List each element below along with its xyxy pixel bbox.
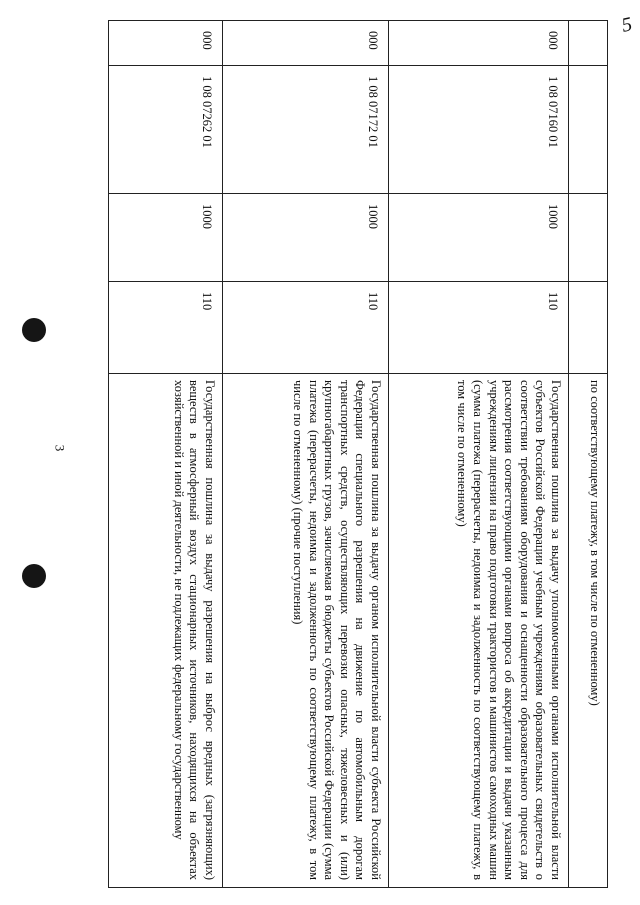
kbk-code: 1 08 07262 01 (200, 76, 214, 148)
punch-hole (22, 318, 46, 342)
cell-admin-code (223, 21, 388, 66)
admin-code: 000 (546, 31, 560, 50)
table-row (222, 21, 388, 887)
cell-kosgu (223, 282, 388, 374)
kosgu-code: 110 (366, 292, 380, 311)
cell-description (569, 374, 607, 887)
cell-description (109, 374, 222, 887)
cell-admin-code (569, 21, 607, 66)
admin-code: 000 (200, 31, 214, 50)
cell-admin-code (109, 21, 222, 66)
sub-code: 1000 (366, 204, 380, 229)
cell-kbk (569, 66, 607, 194)
cell-kbk (389, 66, 568, 194)
cell-description (389, 374, 568, 887)
table-row (388, 21, 568, 887)
sub-code: 1000 (546, 204, 560, 229)
cell-sub-code (223, 194, 388, 282)
description-text: Государственная пошлина за выдачу уполномоченными органами исполнительной власти субъектов Российской Федерации учебным учреждениям образовательных свидетельств о соответствии требованиям оборудования и оснащенности образовательного процесса для рассмотрения соответствующими органами вопроса об аккредитации и выдачи указанным учреждениям лицензии на право подготовки трактористов и машинистов самоходных машин (сумма платежа (перерасчеты, недоимка и задолженность по соответствующему платежу, в том числе по отмененному) (455, 380, 563, 880)
cell-kosgu (109, 282, 222, 374)
table-row (109, 21, 222, 887)
cell-kbk (223, 66, 388, 194)
admin-code: 000 (366, 31, 380, 50)
punch-hole (22, 564, 46, 588)
cell-kosgu (389, 282, 568, 374)
page-number: 3 (52, 444, 68, 452)
handwritten-page-mark: 5 (619, 13, 635, 37)
cell-kosgu (569, 282, 607, 374)
description-text: Государственная пошлина за выдачу разрешения на выброс вредных (загрязняющих) веществ в атмосферный воздух стационарных источников, находящихся на объектах хозяйственной и иной деятельности, не подлежащих федеральному государственному (171, 380, 217, 880)
cell-kbk (109, 66, 222, 194)
table-row-continuation (568, 21, 607, 887)
kbk-code: 1 08 07172 01 (366, 76, 380, 148)
kbk-code: 1 08 07160 01 (546, 76, 560, 148)
cell-sub-code (569, 194, 607, 282)
table-viewport (108, 20, 608, 888)
cell-sub-code (389, 194, 568, 282)
cell-sub-code (109, 194, 222, 282)
description-text: Государственная пошлина за выдачу органом исполнительной власти субъекта Российской Федерации специального разрешения на движение по автомобильным дорогам транспортных средств, осуществляющих перевозки опасных, тяжеловесных и (или) крупногабаритных грузов, зачисляемая в бюджеты субъектов Российской Федерации (сумма платежа (перерасчеты, недоимка и задолженность по соответствующему платежу, в том числе по отмененному) (прочие поступления) (291, 380, 383, 880)
description-text: по соответствующему платежу, в том числе по отмененному) (588, 380, 602, 706)
kosgu-code: 110 (200, 292, 214, 311)
budget-code-table (108, 20, 608, 888)
cell-description (223, 374, 388, 887)
kosgu-code: 110 (546, 292, 560, 311)
cell-admin-code (389, 21, 568, 66)
sub-code: 1000 (200, 204, 214, 229)
